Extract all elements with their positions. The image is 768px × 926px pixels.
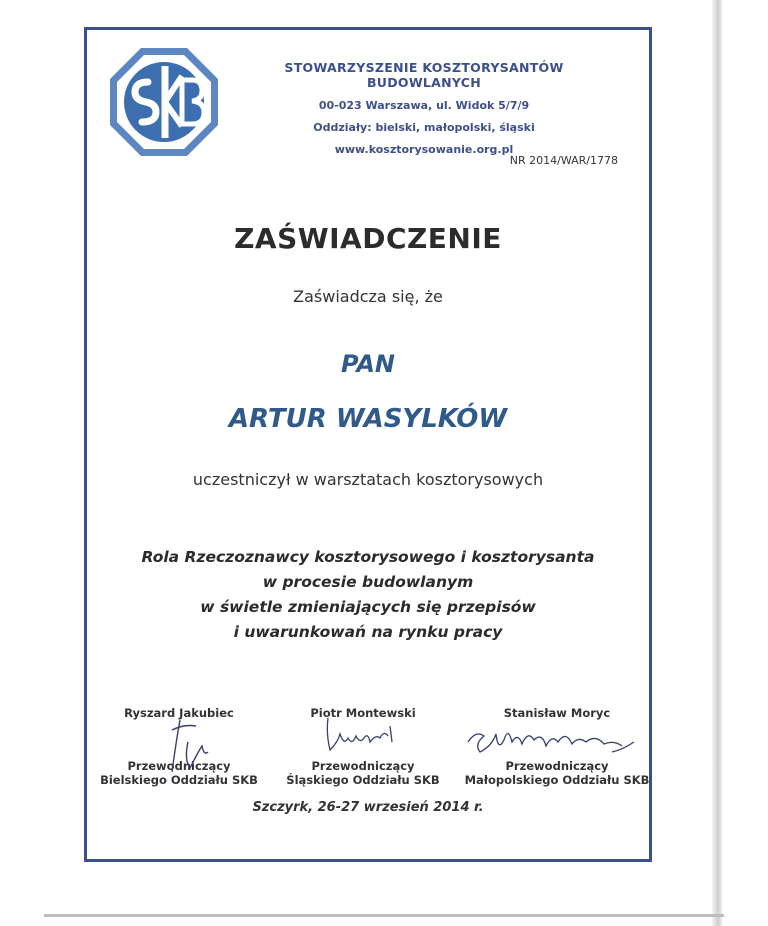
workshop-topic [84, 545, 652, 645]
signatory-role-title: Przewodniczący [311, 759, 415, 773]
topic-line: Rola Rzeczoznawcy kosztorysowego i kosztorysanta [141, 548, 595, 566]
signature-moryc-icon [462, 712, 642, 766]
topic-line: w świetle zmieniających się przepisów [200, 598, 536, 616]
signatory-role-title: Przewodniczący [127, 759, 231, 773]
honorific: PAN [340, 350, 396, 378]
signatory-role-branch: Małopolskiego Oddziału SKB [464, 773, 650, 787]
organization-website: www.kosztorysowanie.org.pl [334, 143, 514, 156]
person-name: ARTUR WASYLKÓW [228, 404, 508, 434]
participation-text: uczestniczył w warsztatach kosztorysowych [192, 470, 544, 489]
topic-line: w procesie budowlanym [262, 573, 474, 591]
signatory-role [268, 759, 458, 787]
signatory-name: Ryszard Jakubiec [124, 706, 234, 720]
signatory-role-title: Przewodniczący [505, 759, 609, 773]
organization-address: 00-023 Warszawa, ul. Widok 5/7/9 [318, 99, 530, 112]
certificate-title: ZAŚWIADCZENIE [234, 222, 502, 255]
scan-edge-right [712, 0, 722, 926]
signatory-name: Stanisław Moryc [503, 706, 611, 720]
organization-header [228, 60, 620, 156]
scan-edge-bottom [44, 914, 724, 917]
organization-branches: Oddziały: bielski, małopolski, śląski [313, 121, 535, 134]
skb-logo-icon [108, 46, 220, 158]
signatory-name: Piotr Montewski [310, 706, 416, 720]
certificate-number: NR 2014/WAR/1778 [509, 154, 618, 167]
signatory-role-branch: Śląskiego Oddziału SKB [286, 773, 440, 787]
organization-name: STOWARZYSZENIE KOSZTORYSANTÓW BUDOWLANYCH [284, 60, 564, 90]
signature-jakubiec-icon [150, 712, 220, 782]
certificate-intro: Zaświadcza się, że [293, 287, 443, 306]
signatory-role-branch: Bielskiego Oddziału SKB [100, 773, 258, 787]
signature-montewski-icon [318, 712, 408, 758]
topic-line: i uwarunkowań na rynku pracy [233, 623, 503, 641]
place-and-date: Szczyrk, 26-27 wrzesień 2014 r. [252, 800, 484, 815]
